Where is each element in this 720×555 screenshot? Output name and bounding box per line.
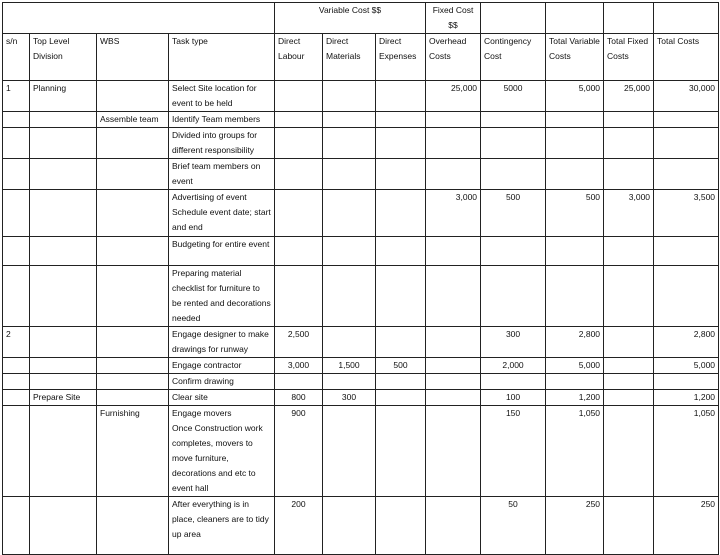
direct-labour-cell [275,190,323,237]
total-variable-cell [546,237,604,266]
direct-labour-cell [275,374,323,390]
direct-materials-cell [323,327,376,358]
total-variable-cell: 250 [546,497,604,555]
direct-expenses-cell [376,374,426,390]
total-costs-cell: 30,000 [654,81,719,112]
table-row [3,190,719,237]
sn-cell [3,112,30,128]
table-row [3,497,719,555]
wbs-cell [97,390,169,406]
table-row [3,358,719,374]
top-level-cell [30,406,97,497]
contingency-cell [481,237,546,266]
blank-header-cell [654,3,719,34]
table-row [3,112,719,128]
direct-expenses-cell: 500 [376,358,426,374]
wbs-cell [97,266,169,327]
blank-header-cell [546,3,604,34]
contingency-cell: 2,000 [481,358,546,374]
col-header-direct-labour: Direct Labour [275,34,323,81]
overhead-cell [426,390,481,406]
overhead-cell [426,374,481,390]
total-fixed-cell [604,159,654,190]
contingency-cell: 5000 [481,81,546,112]
task-cell: Divided into groups for different responsibility [169,128,275,159]
overhead-cell [426,358,481,374]
top-level-cell [30,358,97,374]
col-header-total-costs: Total Costs [654,34,719,81]
table-row [3,390,719,406]
total-fixed-cell [604,358,654,374]
total-fixed-cell: 25,000 [604,81,654,112]
table-row [3,374,719,390]
total-fixed-cell [604,112,654,128]
contingency-cell: 100 [481,390,546,406]
direct-expenses-cell [376,327,426,358]
total-fixed-cell: 3,000 [604,190,654,237]
group-header-row [3,3,719,34]
total-fixed-cell [604,497,654,555]
direct-materials-cell [323,128,376,159]
total-variable-cell [546,266,604,327]
total-costs-cell [654,237,719,266]
direct-materials-cell [323,190,376,237]
total-fixed-cell [604,237,654,266]
direct-expenses-cell [376,112,426,128]
blank-header-cell [604,3,654,34]
sn-cell: 1 [3,81,30,112]
direct-labour-cell: 3,000 [275,358,323,374]
direct-expenses-cell [376,81,426,112]
direct-expenses-cell [376,237,426,266]
top-level-cell [30,266,97,327]
contingency-cell: 300 [481,327,546,358]
table-row [3,128,719,159]
col-header-direct-materials: Direct Materials [323,34,376,81]
total-variable-cell: 5,000 [546,81,604,112]
direct-labour-cell: 2,500 [275,327,323,358]
total-costs-cell: 5,000 [654,358,719,374]
direct-expenses-cell [376,190,426,237]
task-cell: Brief team members on event [169,159,275,190]
total-variable-cell: 500 [546,190,604,237]
sn-cell [3,128,30,159]
overhead-cell [426,406,481,497]
sn-cell [3,237,30,266]
task-cell: Identify Team members [169,112,275,128]
direct-labour-cell [275,237,323,266]
sn-cell [3,374,30,390]
overhead-cell [426,497,481,555]
overhead-cell [426,128,481,159]
table-row [3,237,719,266]
direct-materials-cell [323,81,376,112]
total-fixed-cell [604,374,654,390]
table-body [3,3,719,555]
total-variable-cell: 1,200 [546,390,604,406]
direct-expenses-cell [376,390,426,406]
direct-labour-cell [275,266,323,327]
overhead-cell [426,327,481,358]
direct-materials-cell [323,374,376,390]
contingency-cell [481,128,546,159]
total-variable-cell [546,128,604,159]
sn-cell [3,159,30,190]
col-header-total-fixed: Total Fixed Costs [604,34,654,81]
direct-materials-cell: 1,500 [323,358,376,374]
overhead-cell: 3,000 [426,190,481,237]
total-costs-cell [654,374,719,390]
direct-labour-cell [275,112,323,128]
total-fixed-cell [604,406,654,497]
blank-header-cell [3,3,275,34]
total-costs-cell: 2,800 [654,327,719,358]
sn-cell [3,358,30,374]
total-costs-cell [654,112,719,128]
total-variable-cell [546,374,604,390]
total-costs-cell: 1,050 [654,406,719,497]
direct-expenses-cell [376,266,426,327]
table-row [3,159,719,190]
overhead-cell [426,237,481,266]
direct-labour-cell: 800 [275,390,323,406]
col-header-overhead-costs: Overhead Costs [426,34,481,81]
contingency-cell: 500 [481,190,546,237]
task-cell: After everything is in place, cleaners are to tidy up area [169,497,275,555]
overhead-cell [426,266,481,327]
contingency-cell [481,159,546,190]
total-fixed-cell [604,128,654,159]
total-costs-cell [654,159,719,190]
direct-materials-cell [323,237,376,266]
total-variable-cell: 5,000 [546,358,604,374]
total-costs-cell: 250 [654,497,719,555]
table-row [3,406,719,497]
table-row [3,266,719,327]
task-cell: Engage designer to make drawings for runway [169,327,275,358]
task-cell: Budgeting for entire event [169,237,275,266]
top-level-cell [30,128,97,159]
contingency-cell: 150 [481,406,546,497]
direct-materials-cell: 300 [323,390,376,406]
top-level-cell [30,374,97,390]
wbs-cell [97,159,169,190]
direct-materials-cell [323,159,376,190]
top-level-cell [30,327,97,358]
top-level-cell [30,112,97,128]
table-row [3,327,719,358]
direct-labour-cell [275,128,323,159]
col-header-contingency-cost: Contingency Cost [481,34,546,81]
sn-cell: 2 [3,327,30,358]
total-costs-cell: 1,200 [654,390,719,406]
overhead-cell [426,159,481,190]
direct-expenses-cell [376,497,426,555]
table-row [3,81,719,112]
total-costs-cell: 3,500 [654,190,719,237]
top-level-cell [30,190,97,237]
task-cell: Engage movers Once Construction work completes, movers to move furniture, decorations and etc to event hall [169,406,275,497]
col-header-top-level: Top Level Division [30,34,97,81]
wbs-cell [97,327,169,358]
sn-cell [3,390,30,406]
sn-cell [3,266,30,327]
col-header-sn: s/n [3,34,30,81]
sn-cell [3,406,30,497]
sn-cell [3,190,30,237]
wbs-cell [97,374,169,390]
cost-breakdown-table [2,2,719,555]
task-cell: Preparing material checklist for furniture to be rented and decorations needed [169,266,275,327]
column-header-row [3,34,719,81]
contingency-cell [481,112,546,128]
wbs-cell [97,497,169,555]
total-costs-cell [654,266,719,327]
task-cell: Advertising of event Schedule event date; start and end [169,190,275,237]
blank-header-cell [481,3,546,34]
task-cell: Confirm drawing [169,374,275,390]
total-fixed-cell [604,390,654,406]
col-header-wbs: WBS [97,34,169,81]
top-level-cell: Planning [30,81,97,112]
contingency-cell: 50 [481,497,546,555]
variable-cost-header: Variable Cost $$ [275,3,426,34]
top-level-cell [30,497,97,555]
direct-labour-cell: 900 [275,406,323,497]
total-fixed-cell [604,266,654,327]
direct-labour-cell [275,159,323,190]
task-cell: Select Site location for event to be held [169,81,275,112]
wbs-cell [97,237,169,266]
direct-labour-cell: 200 [275,497,323,555]
col-header-task-type: Task type [169,34,275,81]
total-variable-cell: 2,800 [546,327,604,358]
direct-labour-cell [275,81,323,112]
wbs-cell: Furnishing [97,406,169,497]
wbs-cell [97,358,169,374]
direct-materials-cell [323,112,376,128]
top-level-cell: Prepare Site [30,390,97,406]
task-cell: Clear site [169,390,275,406]
wbs-cell [97,128,169,159]
contingency-cell [481,374,546,390]
total-fixed-cell [604,327,654,358]
wbs-cell [97,81,169,112]
fixed-cost-header: Fixed Cost $$ [426,3,481,34]
direct-materials-cell [323,497,376,555]
direct-expenses-cell [376,406,426,497]
top-level-cell [30,237,97,266]
total-variable-cell [546,112,604,128]
total-variable-cell [546,159,604,190]
sn-cell [3,497,30,555]
direct-materials-cell [323,406,376,497]
contingency-cell [481,266,546,327]
total-variable-cell: 1,050 [546,406,604,497]
total-costs-cell [654,128,719,159]
direct-expenses-cell [376,159,426,190]
overhead-cell [426,112,481,128]
wbs-cell [97,190,169,237]
top-level-cell [30,159,97,190]
direct-expenses-cell [376,128,426,159]
col-header-direct-expenses: Direct Expenses [376,34,426,81]
wbs-cell: Assemble team [97,112,169,128]
direct-materials-cell [323,266,376,327]
col-header-total-variable: Total Variable Costs [546,34,604,81]
task-cell: Engage contractor [169,358,275,374]
overhead-cell: 25,000 [426,81,481,112]
